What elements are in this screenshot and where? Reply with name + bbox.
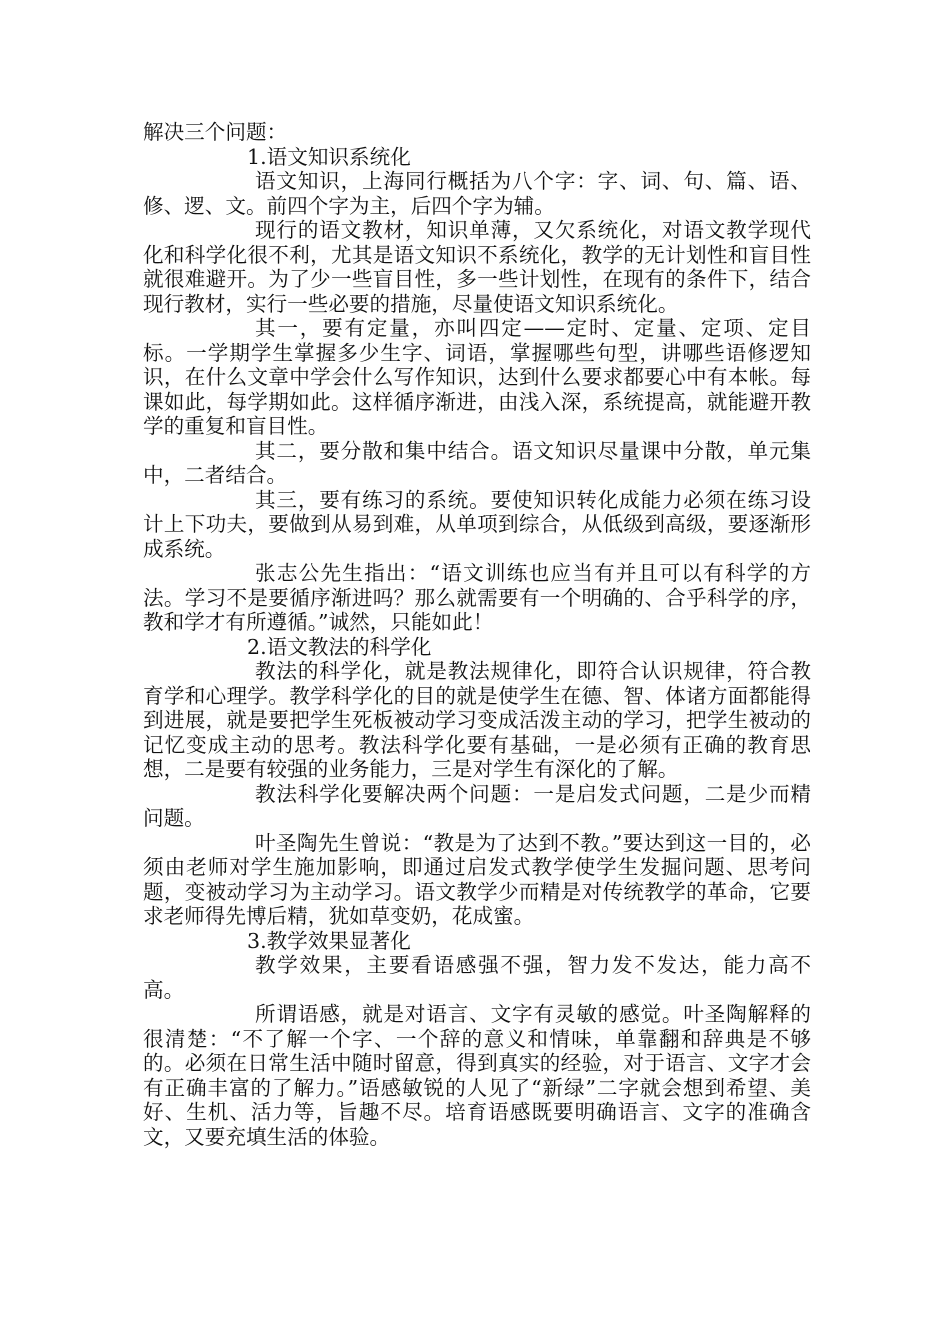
intro-line: 解决三个问题： — [143, 120, 288, 144]
paragraph: 其三，要有练习的系统。要使知识转化成能力必须在练习设计上下功夫，要做到从易到难，从单项到综合，从低级到高级，要逐渐形成系统。 — [143, 487, 811, 561]
section-heading-1: 1.语文知识系统化 — [247, 144, 411, 169]
paragraph: 语文知识，上海同行概括为八个字：字、词、句、篇、语、修、逻、文。前四个字为主，后四个字为辅。 — [143, 169, 811, 218]
paragraph: 所谓语感，就是对语言、文字有灵敏的感觉。叶圣陶解释的很清楚：“不了解一个字、一个辞的意义和情味，单靠翻和辞典是不够的。必须在日常生活中随时留意，得到真实的经验，对于语言、文字才会有正确丰富的了解力。”语感敏锐的人见了“新绿”二字就会想到希望、美好、生机、活力等，旨趣不尽。培育语感既要明确语言、文字的准确含文，又要充填生活的体验。 — [143, 1002, 811, 1149]
document-page — [143, 120, 811, 1149]
paragraph: 现行的语文教材，知识单薄，又欠系统化，对语文教学现代化和科学化很不利，尤其是语文知识不系统化，教学的无计划性和盲目性就很难避开。为了少一些盲目性，多一些计划性，在现有的条件下，结合现行教材，实行一些必要的措施，尽量使语文知识系统化。 — [143, 218, 811, 316]
paragraph: 教法的科学化，就是教法规律化，即符合认识规律，符合教育学和心理学。教学科学化的目的就是使学生在德、智、体诸方面都能得到进展，就是要把学生死板被动学习变成活泼主动的学习，把学生被动的记忆变成主动的思考。教法科学化要有基础，一是必须有正确的教育思想，二是要有较强的业务能力，三是对学生有深化的了解。 — [143, 659, 811, 781]
section-heading-2: 2.语文教法的科学化 — [247, 634, 432, 659]
paragraph: 其一，要有定量，亦叫四定——定时、定量、定项、定目标。一学期学生掌握多少生字、词语，掌握哪些句型，讲哪些语修逻知识，在什么文章中学会什么写作知识，达到什么要求都要心中有本帐。每课如此，每学期如此。这样循序渐进，由浅入深，系统提高，就能避开教学的重复和盲目性。 — [143, 316, 811, 438]
paragraph: 教法科学化要解决两个问题：一是启发式问题，二是少而精问题。 — [143, 781, 811, 830]
paragraph: 教学效果，主要看语感强不强，智力发不发达，能力高不高。 — [143, 953, 811, 1002]
paragraph: 其二，要分散和集中结合。语文知识尽量课中分散，单元集中，二者结合。 — [143, 438, 811, 487]
paragraph: 叶圣陶先生曾说：“教是为了达到不教。”要达到这一目的，必须由老师对学生施加影响，即通过启发式教学使学生发掘问题、思考问题，变被动学习为主动学习。语文教学少而精是对传统教学的革命，它要求老师得先博后精，犹如草变奶，花成蜜。 — [143, 830, 811, 928]
section-heading-3: 3.教学效果显著化 — [247, 928, 411, 953]
paragraph: 张志公先生指出：“语文训练也应当有并且可以有科学的方法。学习不是要循序渐进吗？那么就需要有一个明确的、合乎科学的序，教和学才有所遵循。”诚然，只能如此！ — [143, 561, 811, 634]
